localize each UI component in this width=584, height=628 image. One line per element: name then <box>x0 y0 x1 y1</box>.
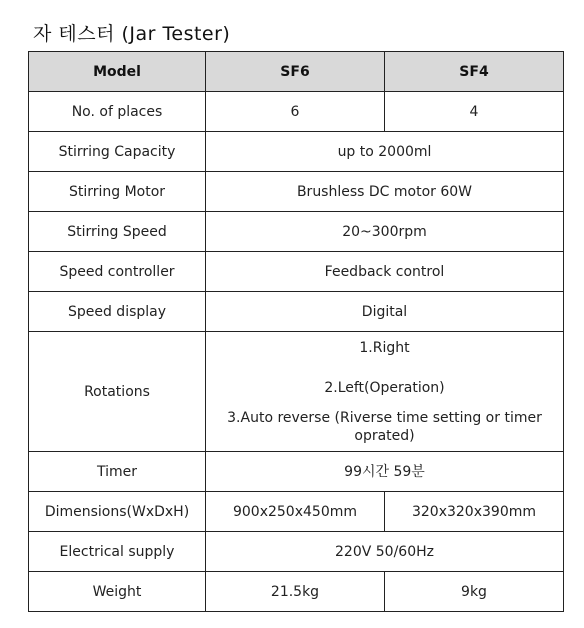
cell-value: 220V 50/60Hz <box>206 532 564 572</box>
row-label: Stirring Speed <box>29 212 206 252</box>
table-row <box>29 132 564 172</box>
table-row <box>29 532 564 572</box>
row-label: Stirring Capacity <box>29 132 206 172</box>
table-row <box>29 212 564 252</box>
cell-sf6: 21.5kg <box>206 572 385 612</box>
cell-sf4: 320x320x390mm <box>385 492 564 532</box>
row-label: Stirring Motor <box>29 172 206 212</box>
cell-value: 20~300rpm <box>206 212 564 252</box>
row-label: Electrical supply <box>29 532 206 572</box>
header-sf4: SF4 <box>385 52 564 92</box>
cell-value: up to 2000ml <box>206 132 564 172</box>
rotation-option: 1.Right <box>359 339 410 356</box>
table-row <box>29 492 564 532</box>
cell-sf6: 6 <box>206 92 385 132</box>
page-title: 자 테스터 (Jar Tester) <box>33 23 231 45</box>
rotation-option: 3.Auto reverse (Riverse time setting or timer oprated) <box>227 409 542 444</box>
table-row <box>29 292 564 332</box>
table-row <box>29 332 564 452</box>
spec-table <box>28 51 564 612</box>
table-row <box>29 92 564 132</box>
row-label: Dimensions(WxDxH) <box>29 492 206 532</box>
cell-value: Feedback control <box>206 252 564 292</box>
table-row <box>29 252 564 292</box>
row-label: Weight <box>29 572 206 612</box>
header-sf6: SF6 <box>206 52 385 92</box>
cell-sf4: 4 <box>385 92 564 132</box>
cell-sf4: 9kg <box>385 572 564 612</box>
cell-value: Digital <box>206 292 564 332</box>
table-header-row <box>29 52 564 92</box>
table-row <box>29 172 564 212</box>
row-label: No. of places <box>29 92 206 132</box>
cell-value: 99시간 59분 <box>206 452 564 492</box>
cell-value: Brushless DC motor 60W <box>206 172 564 212</box>
table-row <box>29 572 564 612</box>
row-label: Timer <box>29 452 206 492</box>
row-label: Speed display <box>29 292 206 332</box>
table-row <box>29 452 564 492</box>
row-label: Rotations <box>29 332 206 452</box>
header-model: Model <box>29 52 206 92</box>
cell-rotations <box>206 332 564 452</box>
rotation-option: 2.Left(Operation) <box>324 379 445 396</box>
cell-sf6: 900x250x450mm <box>206 492 385 532</box>
row-label: Speed controller <box>29 252 206 292</box>
